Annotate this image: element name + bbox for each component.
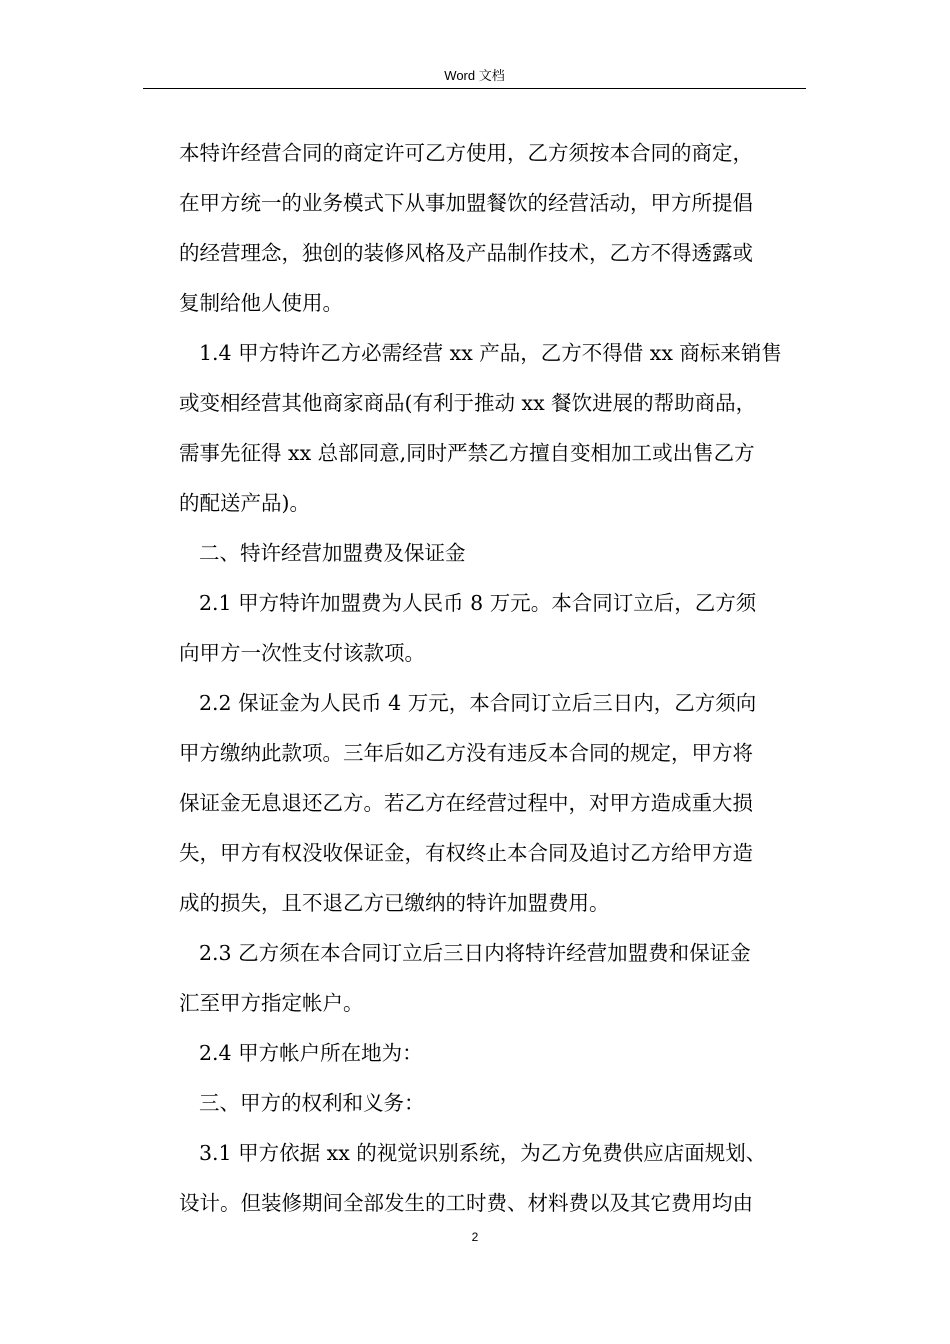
text-line: 2.4 甲方帐户所在地为： bbox=[199, 1041, 423, 1065]
page-header bbox=[143, 66, 806, 89]
text-line: 复制给他人使用。 bbox=[179, 291, 343, 315]
page-number: 2 bbox=[471, 1230, 479, 1244]
text-line: 本特许经营合同的商定许可乙方使用，乙方须按本合同的商定， bbox=[179, 141, 753, 165]
text-line: 的经营理念，独创的装修风格及产品制作技术，乙方不得透露或 bbox=[179, 241, 753, 265]
header-title: Word 文档 bbox=[444, 68, 505, 83]
text-line: 失，甲方有权没收保证金，有权终止本合同及追讨乙方给甲方造 bbox=[179, 841, 753, 865]
text-line: 在甲方统一的业务模式下从事加盟餐饮的经营活动，甲方所提倡 bbox=[179, 191, 753, 215]
text-line: 三、甲方的权利和义务： bbox=[199, 1091, 425, 1115]
text-line: 保证金无息退还乙方。若乙方在经营过程中，对甲方造成重大损 bbox=[179, 791, 753, 815]
text-line: 汇至甲方指定帐户。 bbox=[179, 991, 364, 1015]
text-line: 2.1 甲方特许加盟费为人民币 8 万元。本合同订立后，乙方须 bbox=[199, 591, 757, 615]
text-line: 设计。但装修期间全部发生的工时费、材料费以及其它费用均由 bbox=[179, 1191, 753, 1215]
text-line: 甲方缴纳此款项。三年后如乙方没有违反本合同的规定，甲方将 bbox=[179, 741, 753, 765]
text-line: 3.1 甲方依据 xx 的视觉识别系统，为乙方免费供应店面规划、 bbox=[199, 1141, 767, 1165]
document-body bbox=[179, 128, 809, 1228]
text-line: 的配送产品)。 bbox=[179, 491, 310, 515]
text-line: 或变相经营其他商家商品(有利于推动 xx 餐饮进展的帮助商品， bbox=[179, 391, 757, 415]
text-line: 1.4 甲方特许乙方必需经营 xx 产品，乙方不得借 xx 商标来销售 bbox=[199, 341, 782, 365]
text-line: 2.2 保证金为人民币 4 万元，本合同订立后三日内，乙方须向 bbox=[199, 691, 757, 715]
text-line: 二、特许经营加盟费及保证金 bbox=[199, 541, 466, 565]
text-line: 需事先征得 xx 总部同意,同时严禁乙方擅自变相加工或出售乙方 bbox=[179, 441, 755, 465]
text-line: 成的损失，且不退乙方已缴纳的特许加盟费用。 bbox=[179, 891, 610, 915]
text-line: 2.3 乙方须在本合同订立后三日内将特许经营加盟费和保证金 bbox=[199, 941, 751, 965]
text-line: 向甲方一次性支付该款项。 bbox=[179, 641, 425, 665]
